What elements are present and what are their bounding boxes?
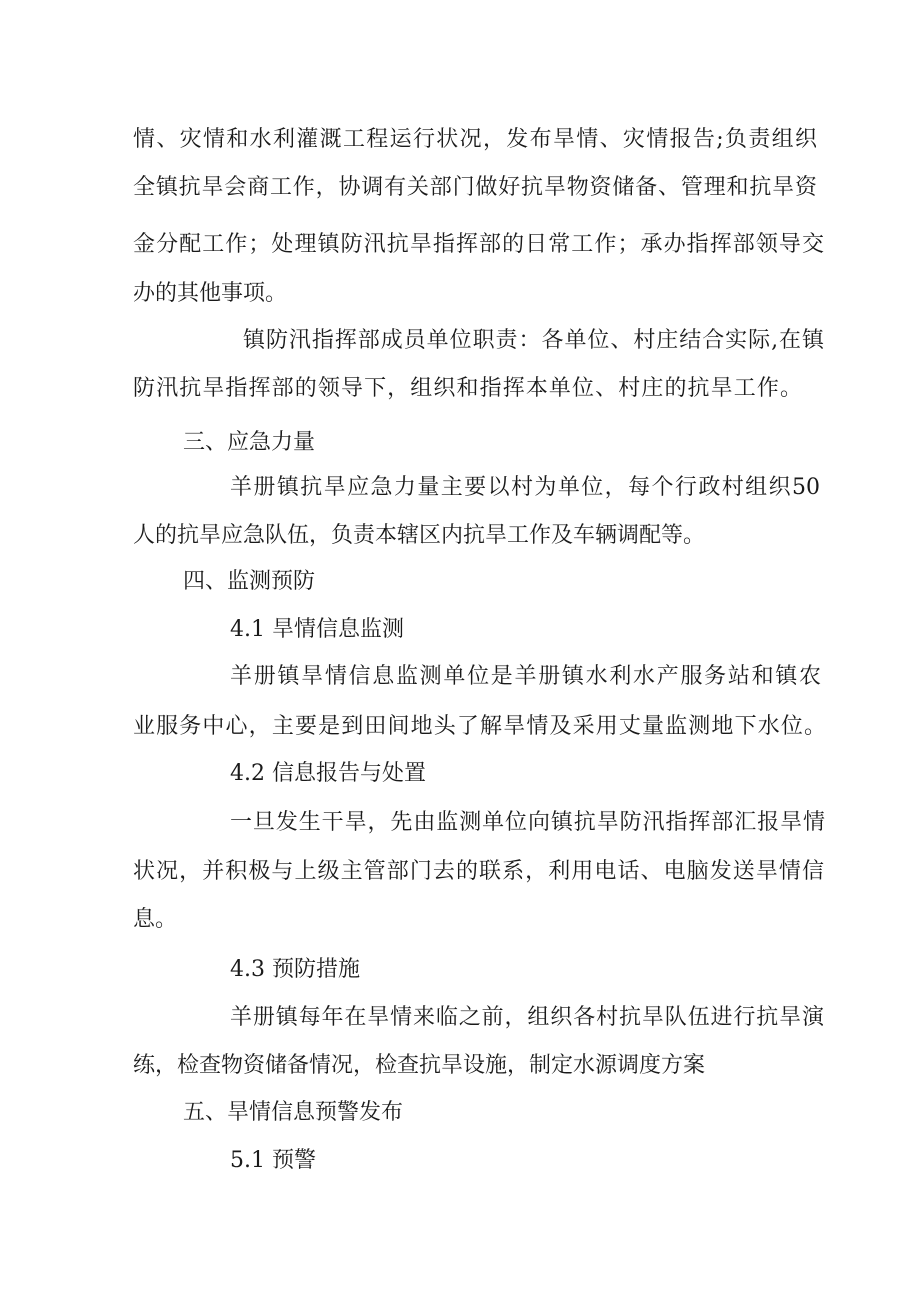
subsection-heading: 4.3 预防措施 (230, 957, 360, 982)
paragraph-line: 一旦发生干旱，先由监测单位向镇抗旱防汛指挥部汇报旱情 (230, 810, 825, 835)
paragraph-line: 金分配工作；处理镇防汛抗旱指挥部的日常工作；承办指挥部领导交 (133, 232, 824, 257)
section-heading: 五、旱情信息预警发布 (183, 1100, 404, 1125)
subsection-heading: 4.1 旱情信息监测 (230, 617, 404, 642)
paragraph-line: 练，检查物资储备情况，检查抗旱设施，制定水源调度方案 (133, 1053, 706, 1078)
paragraph-line: 办的其他事项。 (133, 281, 288, 306)
section-heading: 三、应急力量 (183, 430, 316, 455)
subsection-heading: 4.2 信息报告与处置 (230, 761, 426, 786)
paragraph-line: 防汛抗旱指挥部的领导下，组织和指挥本单位、村庄的抗旱工作。 (133, 376, 802, 401)
section-heading: 四、监测预防 (183, 569, 316, 594)
paragraph-line: 息。 (133, 907, 178, 932)
paragraph-line: 情、灾情和水利灌溉工程运行状况，发布旱情、灾情报告;负责组织 (133, 127, 817, 152)
subsection-heading: 5.1 预警 (230, 1148, 316, 1173)
paragraph-line: 镇防汛指挥部成员单位职责：各单位、村庄结合实际,在镇 (243, 328, 824, 353)
paragraph-line: 人的抗旱应急队伍，负责本辖区内抗旱工作及车辆调配等。 (133, 523, 706, 548)
paragraph-line: 羊册镇每年在旱情来临之前，组织各村抗旱队伍进行抗旱演 (230, 1005, 824, 1030)
paragraph-line: 羊册镇旱情信息监测单位是羊册镇水利水产服务站和镇农 (230, 664, 821, 689)
paragraph-line: 羊册镇抗旱应急力量主要以村为单位，每个行政村组织50 (230, 475, 820, 500)
paragraph-line: 全镇抗旱会商工作，协调有关部门做好抗旱物资储备、管理和抗旱资 (133, 175, 817, 200)
paragraph-line: 业服务中心，主要是到田间地头了解旱情及采用丈量监测地下水位。 (133, 714, 826, 739)
paragraph-line: 状况，并积极与上级主管部门去的联系，利用电话、电脑发送旱情信 (133, 859, 824, 884)
